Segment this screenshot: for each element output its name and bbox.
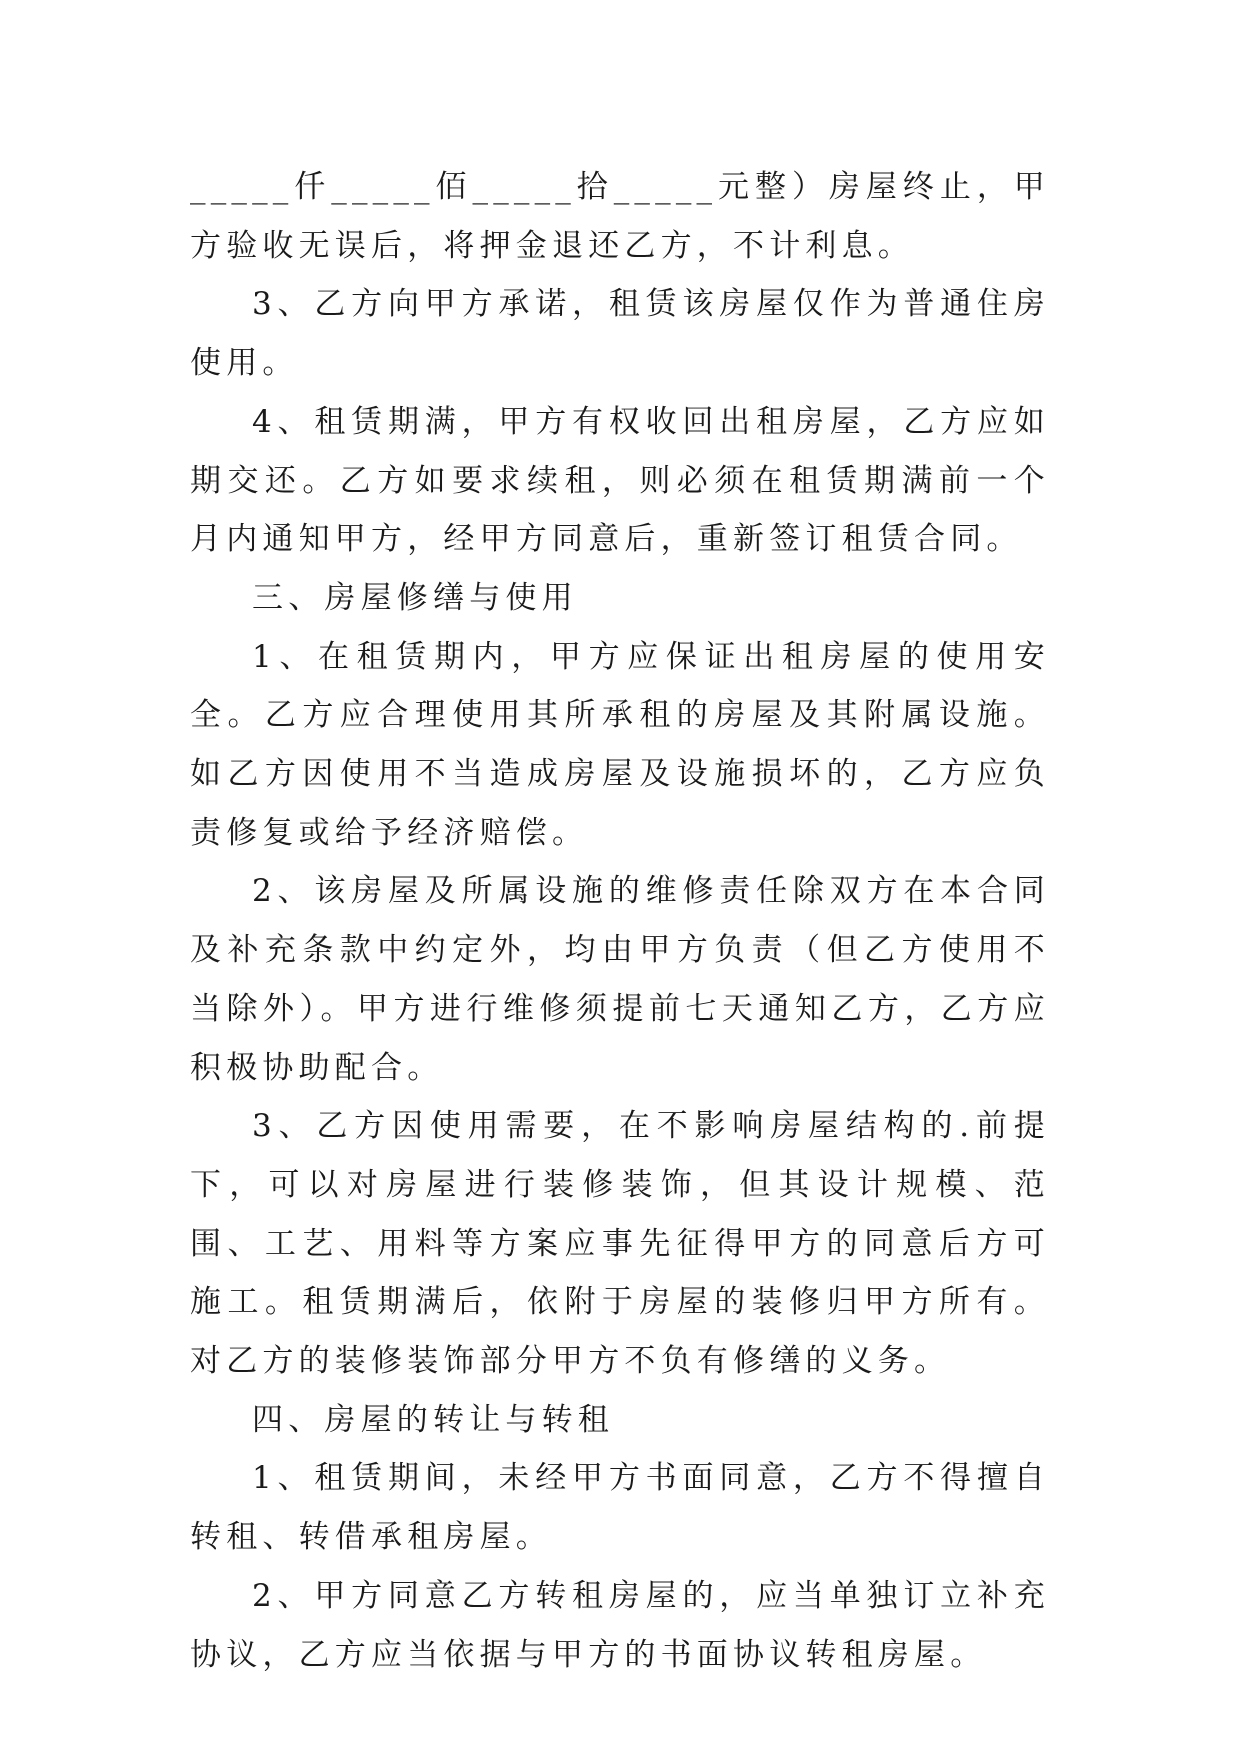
paragraph-deposit-refund: _____仟_____佰_____拾_____元整）房屋终止，甲方验收无误后，将押金退还乙方，不计利息。 bbox=[190, 169, 1050, 264]
paragraph-residential-use: 3、乙方向甲方承诺，租赁该房屋仅作为普通住房使用。 bbox=[190, 286, 1050, 382]
section-heading-repair-and-use: 三、房屋修缮与使用 bbox=[252, 579, 578, 616]
paragraph-safe-use: 1、在租赁期内，甲方应保证出租房屋的使用安全。乙方应合理使用其所承租的房屋及其附属设施。如乙方因使用不当造成房屋及设施损坏的，乙方应负责修复或给予经济赔偿。 bbox=[190, 638, 1050, 851]
paragraph-maintenance-responsibility: 2、该房屋及所属设施的维修责任除双方在本合同及补充条款中约定外，均由甲方负责（但乙方使用不当除外）。甲方进行维修须提前七天通知乙方，乙方应积极协助配合。 bbox=[190, 873, 1050, 1086]
paragraph-no-sublease: 1、租赁期间，未经甲方书面同意，乙方不得擅自转租、转借承租房屋。 bbox=[190, 1460, 1050, 1556]
paragraph-renovation: 3、乙方因使用需要，在不影响房屋结构的.前提下，可以对房屋进行装修装饰，但其设计规模、范围、工艺、用料等方案应事先征得甲方的同意后方可施工。租赁期满后，依附于房屋的装修归甲方所有。对乙方的装修装饰部分甲方不负有修缮的义务。 bbox=[190, 1108, 1050, 1380]
section-heading-transfer-and-sublease: 四、房屋的转让与转租 bbox=[252, 1401, 614, 1438]
paragraph-sublease-agreement: 2、甲方同意乙方转租房屋的，应当单独订立补充协议，乙方应当依据与甲方的书面协议转租房屋。 bbox=[190, 1577, 1050, 1673]
document-body bbox=[190, 158, 1050, 1684]
paragraph-lease-expiry: 4、租赁期满，甲方有权收回出租房屋，乙方应如期交还。乙方如要求续租，则必须在租赁期满前一个月内通知甲方，经甲方同意后，重新签订租赁合同。 bbox=[190, 403, 1050, 558]
